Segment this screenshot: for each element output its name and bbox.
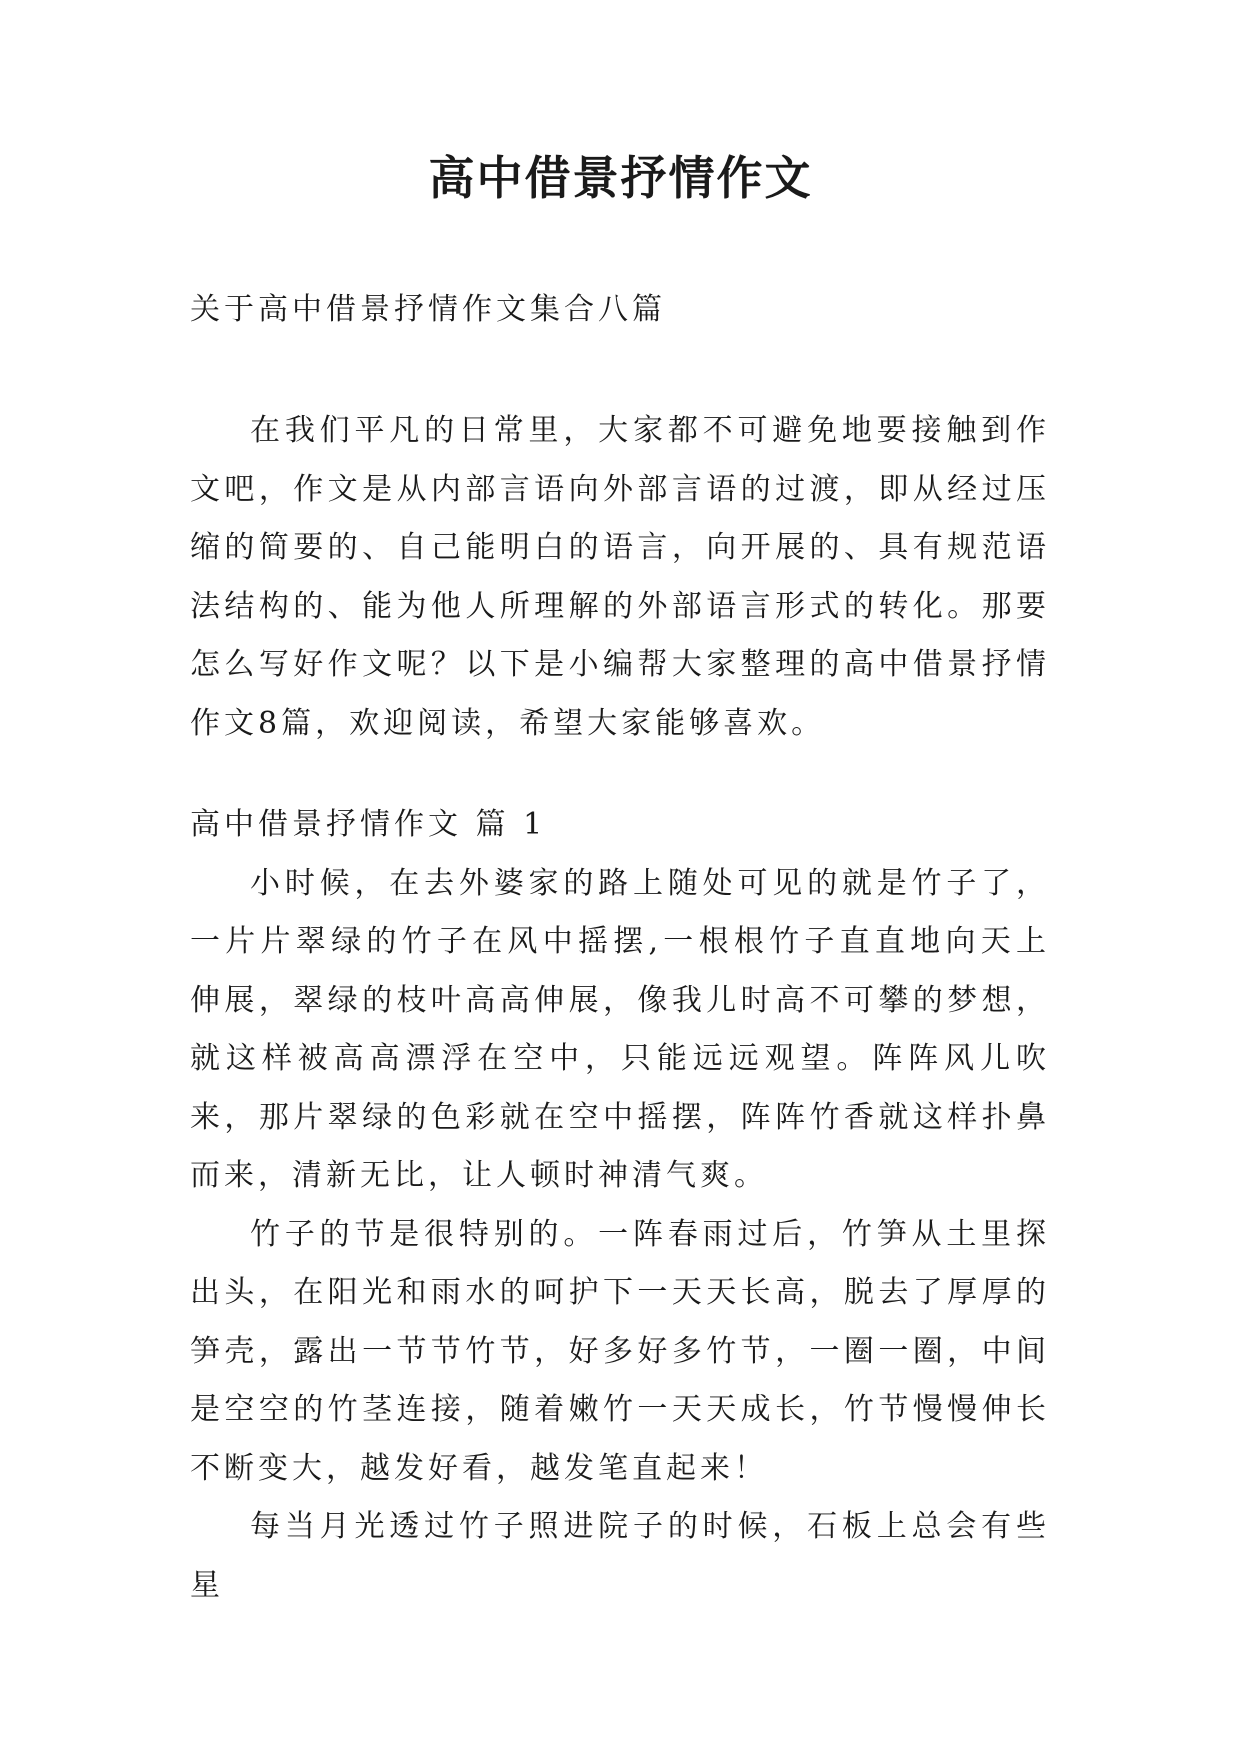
essay-section-1	[190, 796, 1050, 1603]
body-paragraph: 竹子的节是很特别的。一阵春雨过后，竹笋从土里探出头，在阳光和雨水的呵护下一天天长高，脱去了厚厚的笋壳，露出一节节竹节，好多好多竹节，一圈一圈，中间是空空的竹茎连接，随着嫩竹一天天成长，竹节慢慢伸长不断变大，越发好看，越发笔直起来！	[190, 1216, 1050, 1486]
body-paragraph: 小时候，在去外婆家的路上随处可见的就是竹子了，一片片翠绿的竹子在风中摇摆,一根根竹子直直地向天上伸展，翠绿的枝叶高高伸展，像我儿时高不可攀的梦想，就这样被高高漂浮在空中，只能远远观望。阵阵风儿吹来，那片翠绿的色彩就在空中摇摆，阵阵竹香就这样扑鼻而来，清新无比，让人顿时神清气爽。	[190, 865, 1050, 1193]
intro-section	[190, 402, 1050, 753]
page-title: 高中借景抒情作文	[428, 151, 813, 205]
body-paragraph: 每当月光透过竹子照进院子的时候，石板上总会有些星	[190, 1509, 1050, 1603]
section-heading: 高中借景抒情作文 篇 1	[190, 807, 547, 842]
intro-paragraph: 在我们平凡的日常里，大家都不可避免地要接触到作文吧，作文是从内部言语向外部言语的过渡，即从经过压缩的简要的、自己能明白的语言，向开展的、具有规范语法结构的、能为他人所理解的外部语言形式的转化。那要怎么写好作文呢？以下是小编帮大家整理的高中借景抒情作文8篇，欢迎阅读，希望大家能够喜欢。	[190, 413, 1050, 741]
document-subtitle: 关于高中借景抒情作文集合八篇	[190, 292, 666, 327]
